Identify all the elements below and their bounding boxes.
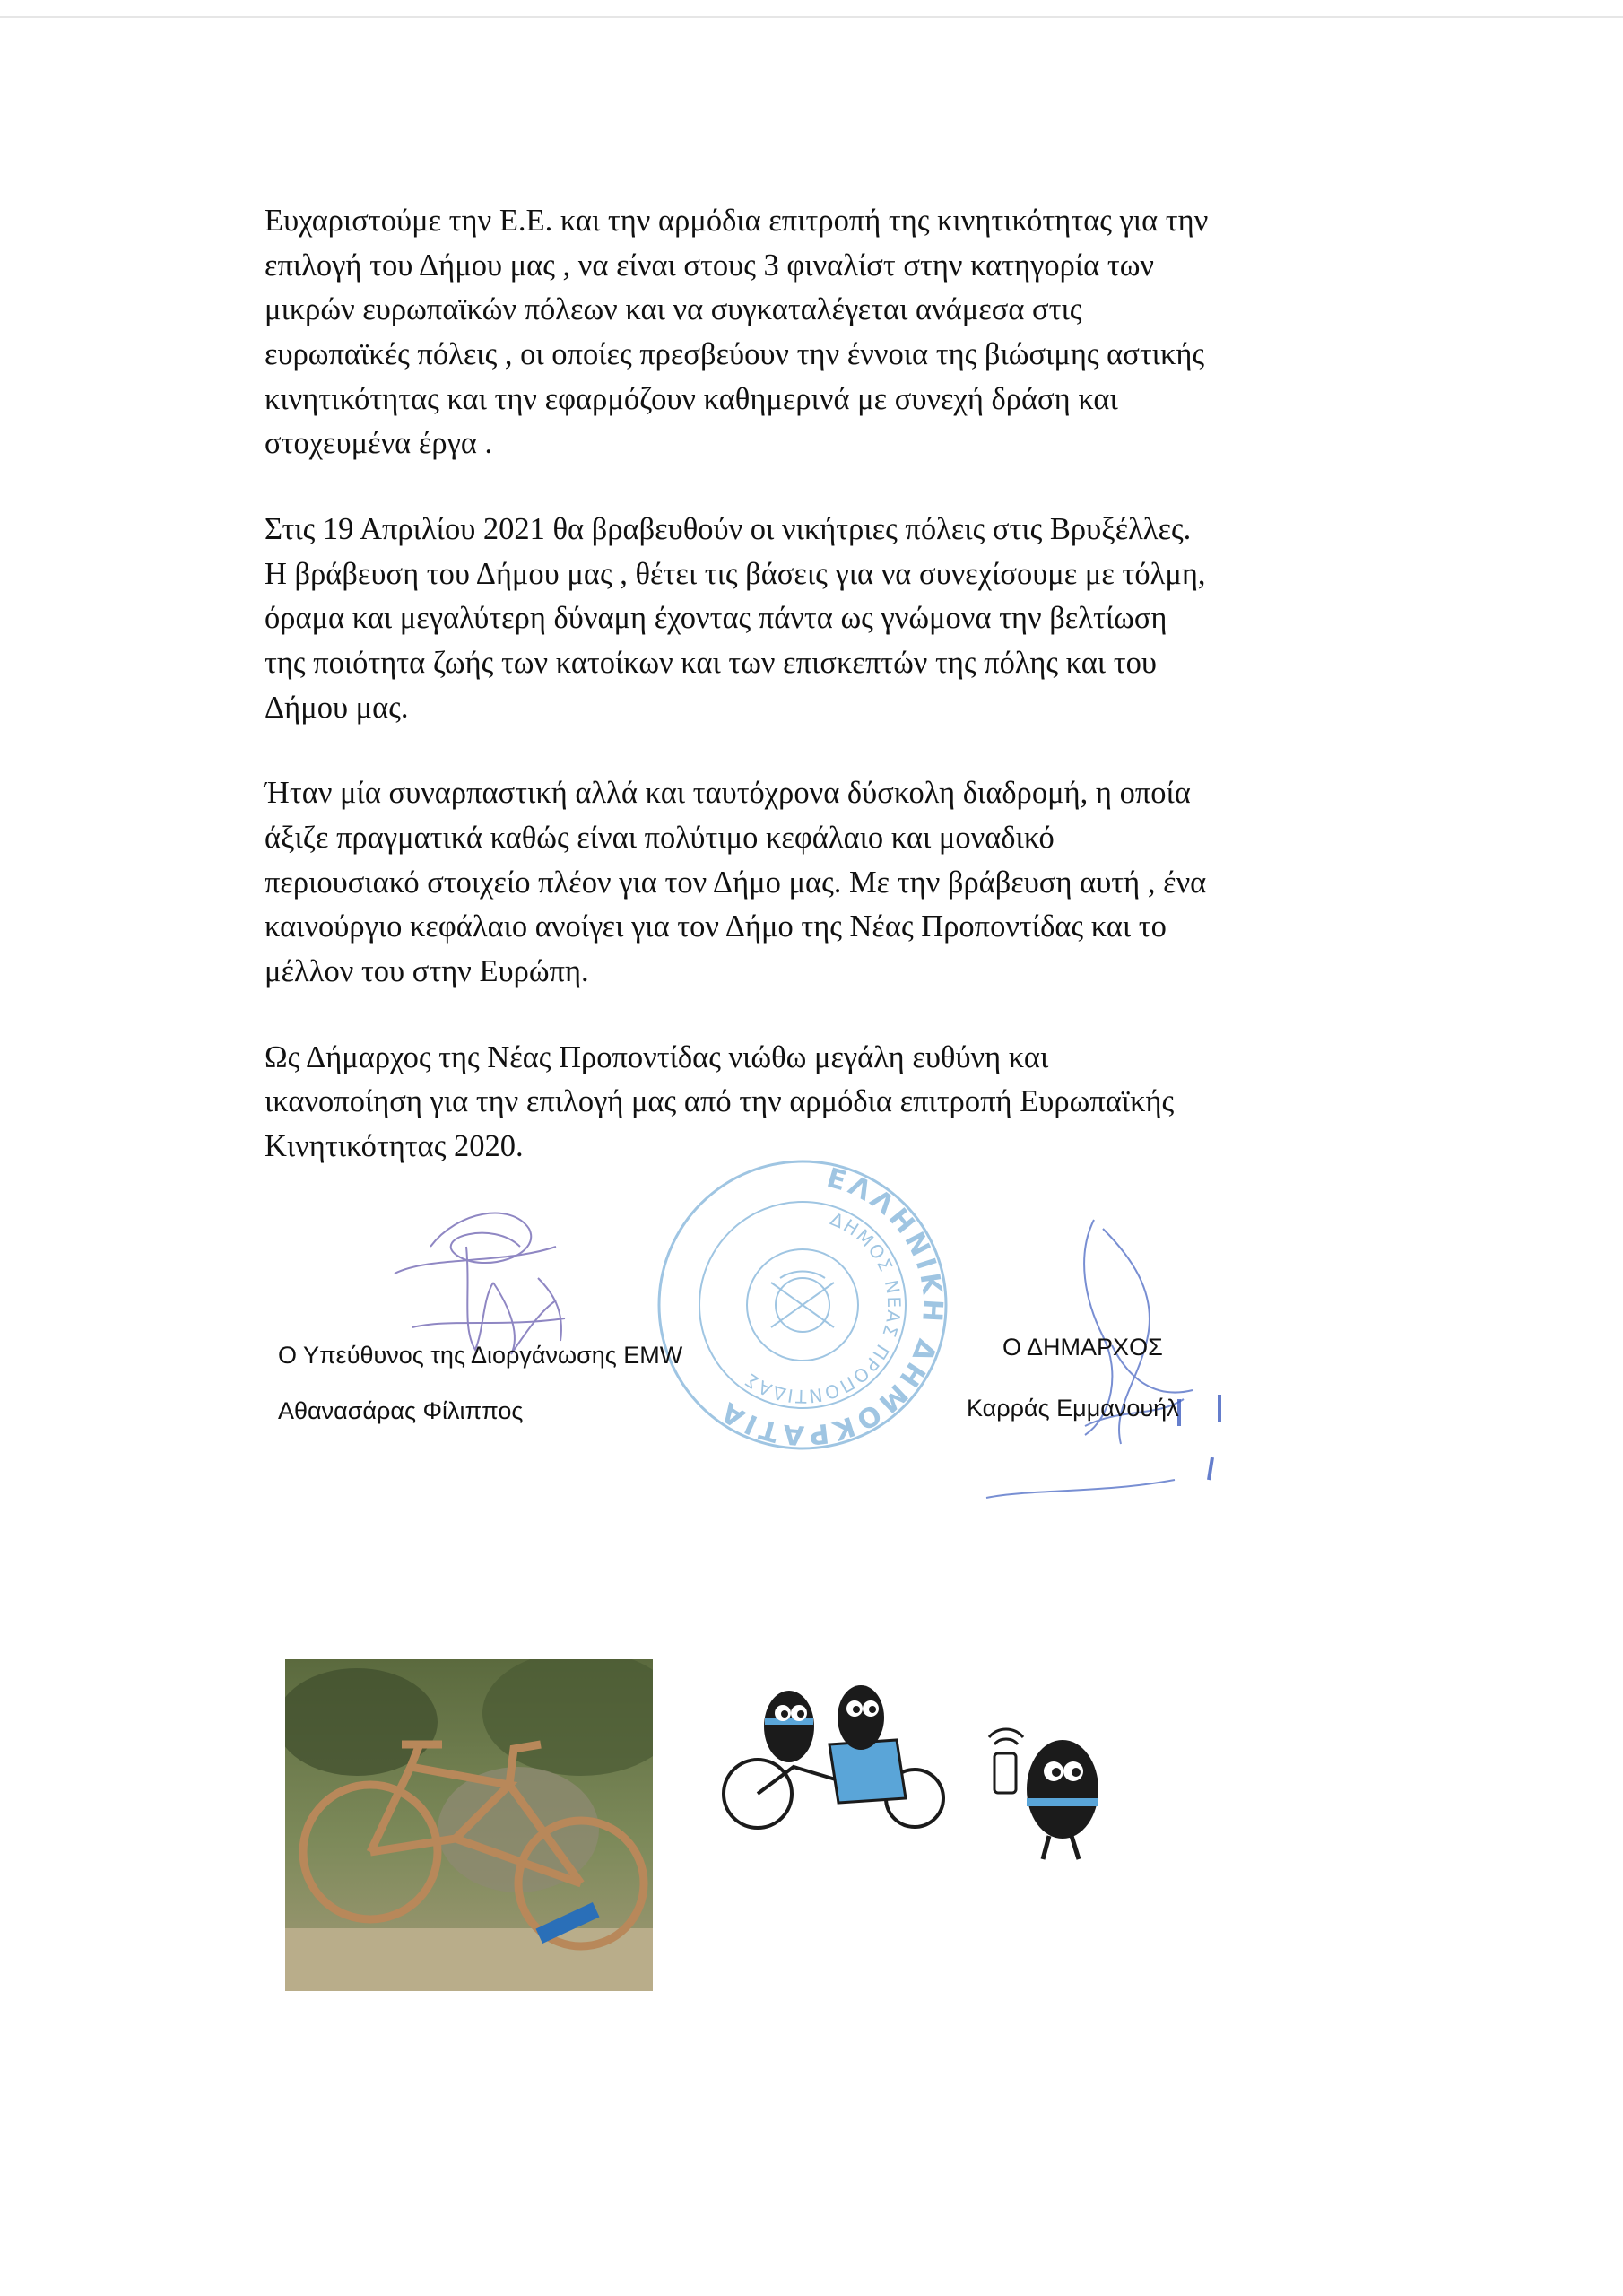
text-line: της ποιότητα ζωής των κατοίκων και των επισκεπτών της πόλης και του [265,646,1157,681]
text-line: μικρών ευρωπαϊκών πόλεων και να συγκαταλέγεται ανάμεσα στις [265,292,1082,327]
text-line: επιλογή του Δήμου μας , να είναι στους 3 φιναλίστ στην κατηγορία των [265,248,1155,283]
text-line: καινούργιο κεφάλαιο ανοίγει για τον Δήμο της Νέας Προποντίδας και το [265,909,1167,944]
text-line: όραμα και μεγαλύτερη δύναμη έχοντας πάντα ως γνώμονα την βελτίωση [265,601,1167,636]
stamp-inner-text: ΔΗΜΟΣ ΝΕΑΣ ΠΡΟΠΟΝΤΙΔΑΣ [740,1207,906,1408]
right-signatory-name: Καρράς Εμμανουήλ [967,1395,1179,1422]
text-line: στοχευμένα έργα . [265,426,493,461]
text-line: άξιζε πραγματικά καθώς είναι πολύτιμο κεφάλαιο και μοναδικό [265,821,1055,856]
municipal-stamp [646,1148,959,1462]
text-line: κινητικότητας και την εφαρμόζουν καθημερινά με συνεχή δράση και [265,381,1118,416]
text-line: περιουσιακό στοιχείο πλέον για τον Δήμο μας. Με την βράβευση αυτή , ένα [265,865,1207,900]
bicycle-photo [285,1659,653,1991]
stamp-outer-text: ΕΛΛΗΝΙΚΗ ΔΗΜΟΚΡΑΤΙΑ [713,1161,949,1451]
letter-body [265,199,1421,1211]
text-line: Δήμου μας. [265,690,409,725]
paragraph [265,508,1421,730]
text-line: Κινητικότητας 2020. [265,1129,524,1164]
text-line: Η βράβευση του Δήμου μας , θέτει τις βάσεις για να συνεχίσουμε με τόλμη, [265,556,1206,591]
left-signatory-title: Ο Υπεύθυνος της Διοργάνωσης EMW [278,1342,683,1369]
phone-mascot-icon [982,1726,1116,1870]
signature-right [977,1202,1246,1525]
text-line: Ως Δήμαρχος της Νέας Προποντίδας νιώθω μεγάλη ευθύνη και [265,1039,1049,1074]
paragraph [265,199,1421,466]
right-signatory-title: Ο ΔΗΜΑΡΧΟΣ [1002,1334,1163,1361]
text-line: Στις 19 Απριλίου 2021 θα βραβευθούν οι νικήτριες πόλεις στις Βρυξέλλες. [265,512,1192,547]
tandem-bike-mascots-icon [713,1677,955,1839]
text-line: Ήταν μία συναρπαστική αλλά και ταυτόχρονα δύσκολη διαδρομή, η οποία [265,776,1191,811]
text-line: ικανοποίηση για την επιλογή μας από την αρμόδια επιτροπή Ευρωπαϊκής [265,1084,1175,1119]
text-line: μέλλον του στην Ευρώπη. [265,954,589,989]
text-line: ευρωπαϊκές πόλεις , οι οποίες πρεσβεύουν την έννοια της βιώσιμης αστικής [265,337,1205,372]
left-signatory-name: Αθανασάρας Φίλιππος [278,1397,524,1424]
page-top-border [0,16,1623,18]
text-line: Ευχαριστούμε την Ε.Ε. και την αρμόδια επιτροπή της κινητικότητας για την [265,204,1209,238]
paragraph [265,771,1421,994]
